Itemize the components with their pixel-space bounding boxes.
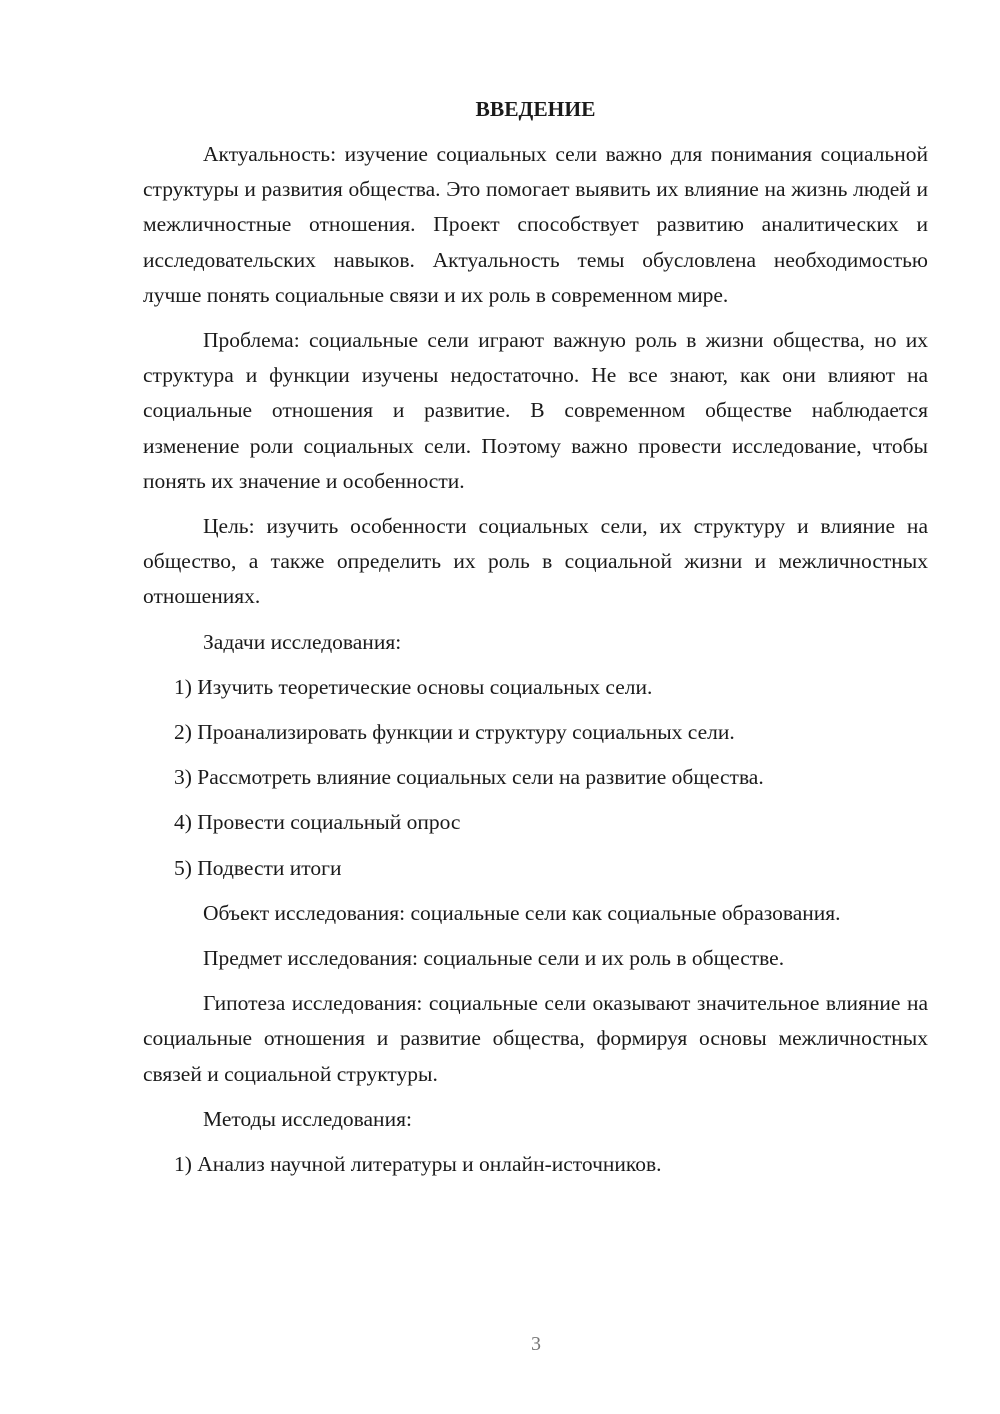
section-heading: ВВЕДЕНИЕ [475, 97, 596, 121]
object-paragraph: Объект исследования: социальные сели как социальные образования. [203, 900, 841, 925]
task-item: 4) Провести социальный опрос [174, 810, 461, 835]
problem-paragraph: Проблема: социальные сели играют важную роль в жизни общества, но их структура и функции изучены недостаточно. Не все знают, как они влияют на социальные отношения и развитие. В современном обществе наблюдается изменение роли социальных сели. Поэтому важно провести исследование, чтобы понять их значение и особенности. [143, 328, 928, 493]
hypothesis-paragraph: Гипотеза исследования: социальные сели оказывают значительное влияние на социальные отношения и развитие общества, формируя основы межличностных связей и социальной структуры. [143, 991, 928, 1086]
task-item: 1) Изучить теоретические основы социальных сели. [174, 674, 653, 699]
methods-list [143, 1147, 928, 1182]
task-item: 5) Подвести итоги [174, 855, 342, 880]
tasks-list [143, 670, 928, 886]
task-item: 3) Рассмотреть влияние социальных сели на развитие общества. [174, 765, 764, 790]
subject-paragraph: Предмет исследования: социальные сели и их роль в обществе. [203, 946, 785, 971]
goal-paragraph: Цель: изучить особенности социальных сели, их структуру и влияние на общество, а также определить их роль в социальной жизни и межличностных отношениях. [143, 514, 928, 609]
tasks-title: Задачи исследования: [203, 629, 402, 654]
task-item: 2) Проанализировать функции и структуру социальных сели. [174, 720, 735, 745]
page-number: 3 [531, 1333, 541, 1355]
method-item: 1) Анализ научной литературы и онлайн-источников. [174, 1152, 662, 1177]
page-content [143, 92, 928, 1192]
methods-title: Методы исследования: [203, 1106, 412, 1131]
relevance-paragraph: Актуальность: изучение социальных сели важно для понимания социальной структуры и развития общества. Это помогает выявить их влияние на жизнь людей и межличностные отношения. Проект способствует развитию аналитических и исследовательских навыков. Актуальность темы обусловлена необходимостью лучше понять социальные связи и их роль в современном мире. [143, 142, 928, 307]
